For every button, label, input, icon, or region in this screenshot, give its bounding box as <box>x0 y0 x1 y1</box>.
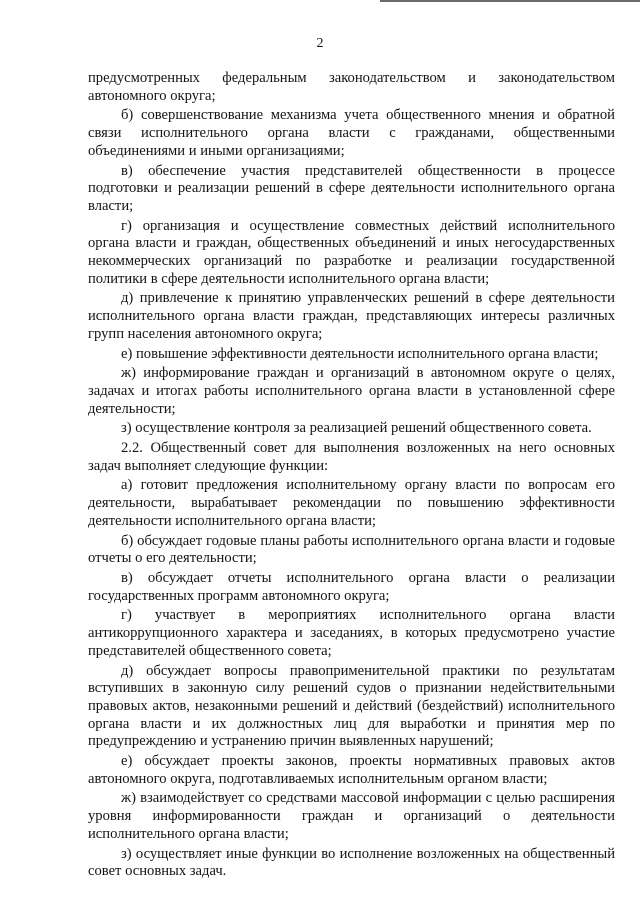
paragraph-function-v: в) обсуждает отчеты исполнительного органа власти о реализации государственных программ автономного округа; <box>88 569 615 604</box>
paragraph-item-z: з) осуществление контроля за реализацией решений общественного совета. <box>121 420 592 437</box>
document-body <box>88 70 615 883</box>
page-number: 2 <box>316 36 324 51</box>
paragraph-section-2-2: 2.2. Общественный совет для выполнения возложенных на него основных задач выполняет следующие функции: <box>88 440 615 474</box>
paragraph-function-e: е) обсуждает проекты законов, проекты нормативных правовых актов автономного округа, подготавливаемых исполнительным органом власти; <box>88 753 615 787</box>
paragraph-item-d: д) привлечение к принятию управленческих решений в сфере деятельности исполнительного органа власти граждан, представляющих интересы различных групп населения автономного округа; <box>88 290 615 342</box>
paragraph-function-a: а) готовит предложения исполнительному органу власти по вопросам его деятельности, вырабатывает рекомендации по повышению эффективности деятельности исполнительного органа власти; <box>88 477 615 529</box>
paragraph-function-d: д) обсуждает вопросы правоприменительной практики по результатам вступивших в законную силу решений судов о признании недействительными правовых актов, незаконными решений и действий (бездействий) исполнительного органа власти и их должностных лиц для выработки и принятия мер по предупреждению и устранению причин выявленных нарушений; <box>88 662 615 750</box>
paragraph-item-b: б) совершенствование механизма учета общественного мнения и обратной связи исполнительного органа власти с гражданами, общественными объединениями и иными организациями; <box>88 107 615 159</box>
paragraph-item-v: в) обеспечение участия представителей общественности в процессе подготовки и реализации решений в сфере деятельности исполнительного органа власти; <box>88 162 615 214</box>
paragraph-function-b: б) обсуждает годовые планы работы исполнительного органа власти и годовые отчеты о его деятельности; <box>88 532 615 567</box>
paragraph-function-zh: ж) взаимодействует со средствами массовой информации с целью расширения уровня информированности граждан и организаций о деятельности исполнительного органа власти; <box>88 790 615 842</box>
paragraph-continuation: предусмотренных федеральным законодательством и законодательством автономного округа; <box>88 70 615 104</box>
scan-edge-line <box>380 0 640 2</box>
paragraph-function-z: з) осуществляет иные функции во исполнение возложенных на общественный совет основных задач. <box>88 845 615 880</box>
paragraph-item-e: е) повышение эффективности деятельности исполнительного органа власти; <box>121 345 599 362</box>
paragraph-item-g: г) организация и осуществление совместных действий исполнительного органа власти и граждан, общественных объединений и иных негосударственных некоммерческих организаций по разработке и реализации государственной политики в сфере деятельности исполнительного органа власти; <box>88 217 615 287</box>
paragraph-function-g: г) участвует в мероприятиях исполнительного органа власти антикоррупционного характера и заседаниях, в которых предусмотрено участие представителей общественного совета; <box>88 607 615 659</box>
paragraph-item-zh: ж) информирование граждан и организаций в автономном округе о целях, задачах и итогах работы исполнительного органа власти в установленной сфере деятельности; <box>88 365 615 417</box>
